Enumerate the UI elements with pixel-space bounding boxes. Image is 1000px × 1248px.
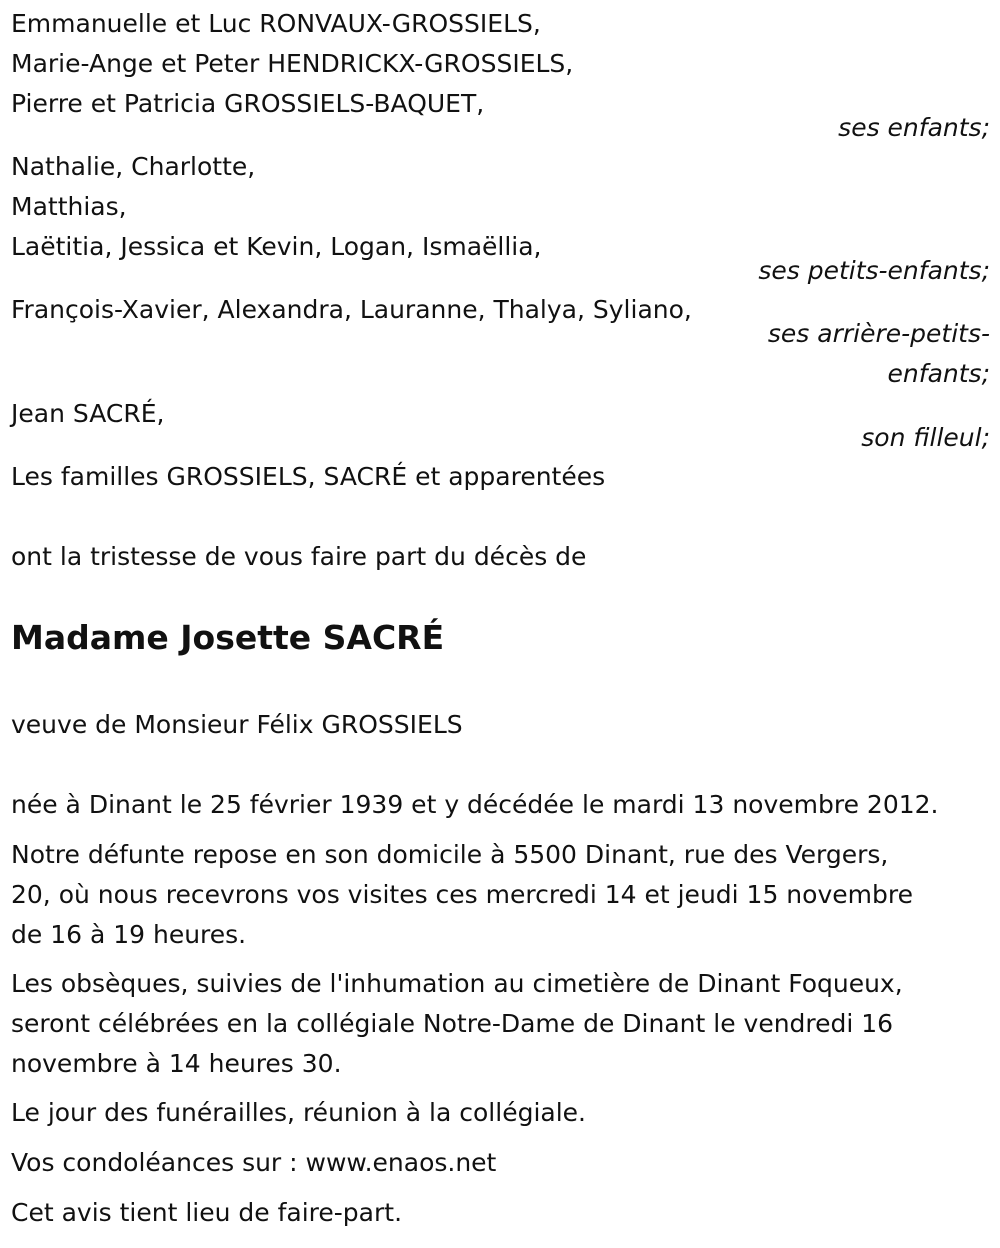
widow-of-text: veuve de Monsieur Félix GROSSIELS [11,710,463,739]
gathering-text: Le jour des funérailles, réunion à la collégiale. [11,1098,586,1127]
child-line-3: Pierre et Patricia GROSSIELS-BAQUET, [11,89,485,118]
funeral-line-3: novembre à 14 heures 30. [11,1049,342,1078]
condolences-prefix: Vos condoléances sur : [11,1148,306,1177]
great-grandchildren-label-1: ses arrière-petits- [767,319,990,348]
child-line-2: Marie-Ange et Peter HENDRICKX-GROSSIELS, [11,49,574,78]
families-line: Les familles GROSSIELS, SACRÉ et apparentées [11,462,606,491]
announcement-text: ont la tristesse de vous faire part du décès de [11,542,587,571]
grandchildren-label: ses petits-enfants; [758,256,990,285]
godson-label: son filleul; [861,423,990,452]
great-grandchildren-line: François-Xavier, Alexandra, Lauranne, Thalya, Syliano, [11,295,692,324]
grandchild-line-3: Laëtitia, Jessica et Kevin, Logan, Ismaëllia, [11,232,542,261]
deceased-name: Madame Josette SACRÉ [11,618,445,657]
notice-text: Cet avis tient lieu de faire-part. [11,1198,403,1227]
grandchild-line-1: Nathalie, Charlotte, [11,152,256,181]
child-line-1: Emmanuelle et Luc RONVAUX-GROSSIELS, [11,9,541,38]
great-grandchildren-label-2: enfants; [887,359,990,388]
birth-death-text: née à Dinant le 25 février 1939 et y décédée le mardi 13 novembre 2012. [11,790,939,819]
visitation-line-1: Notre défunte repose en son domicile à 5500 Dinant, rue des Vergers, [11,840,889,869]
visitation-line-3: de 16 à 19 heures. [11,920,247,949]
grandchild-line-2: Matthias, [11,192,127,221]
visitation-line-2: 20, où nous recevrons vos visites ces mercredi 14 et jeudi 15 novembre [11,880,913,909]
condolences-link[interactable]: www.enaos.net [305,1148,497,1177]
godson-line: Jean SACRÉ, [11,399,165,428]
condolences-line [11,1143,496,1183]
children-label: ses enfants; [838,113,990,142]
funeral-line-1: Les obsèques, suivies de l'inhumation au cimetière de Dinant Foqueux, [11,969,903,998]
funeral-line-2: seront célébrées en la collégiale Notre-Dame de Dinant le vendredi 16 [11,1009,894,1038]
